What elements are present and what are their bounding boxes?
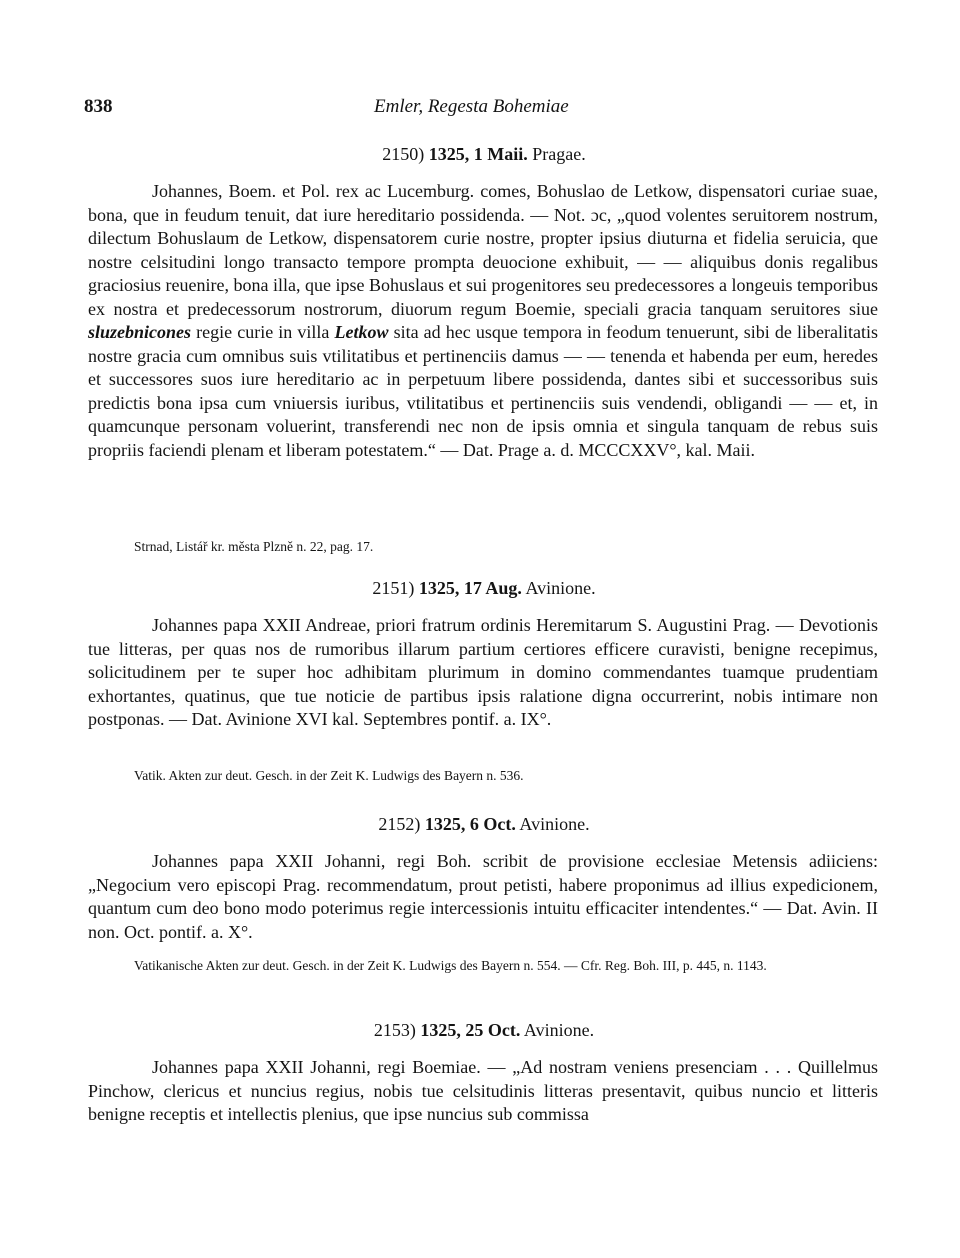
entry-number: 2153) <box>373 1020 416 1040</box>
entry-text-2153: Johannes papa XXII Johanni, regi Boemiae. — „Ad nostram veniens presenciam . . . Quillelmus Pinchow, clericus et nuncius regius, nobis tue celsitudinis litteras presentavit, quibus nuncio et litteris benigne receptis et intellectis plenius, que ipse nuncius sub commissa <box>88 1057 878 1124</box>
entry-place: Avinione. <box>519 814 590 834</box>
entry-text-2152: Johannes papa XXII Johanni, regi Boh. scribit de provisione ecclesiae Metensis adiiciens: „Negocium vero episcopi Prag. recommendatum, prout petisti, habere proponimus ad illius expedicionem, quantum cum deo bono modo poterimus regie intercessionis intuitu efficaciter intendentes.“ — Dat. Avin. II non. Oct. pontif. a. X°. <box>88 851 878 942</box>
entry-date: 1325, 25 Oct. <box>420 1020 521 1040</box>
entry-date: 1325, 17 Aug. <box>418 578 522 598</box>
entry-place: Pragae. <box>532 144 586 164</box>
running-title: Emler, Regesta Bohemiae <box>374 96 569 117</box>
place-name: sluzebnicones <box>88 322 192 342</box>
entry-heading-2153 <box>84 1020 884 1041</box>
page-number: 838 <box>84 96 113 117</box>
page-header <box>84 96 884 124</box>
entry-number: 2150) <box>382 144 425 164</box>
entry-place: Avinione. <box>523 1020 595 1040</box>
source-note-2150: Strnad, Listář kr. města Plzně n. 22, pag. 17. <box>134 539 374 554</box>
entry-number: 2152) <box>378 814 421 834</box>
entry-place: Avinione. <box>525 578 596 598</box>
source-note-2152: Vatikanische Akten zur deut. Gesch. in der Zeit K. Ludwigs des Bayern n. 554. — Cfr. Reg. Boh. III, p. 445, n. 1143. <box>134 958 767 973</box>
entry-text-2151: Johannes papa XXII Andreae, priori fratrum ordinis Heremitarum S. Augustini Prag. — Devotionis tue litteras, per quas nos de rumoribus illarum partium certiores efficere curavisti, benigne recepimus, solicitudinem per te super hoc adhibitam plurimum in domino commendantes tuamque prudentiam exhortantes, quatinus, que tue noticie de partibus ipsis ralatione digna occurrerint, nobis intimare non postponas. — Dat. Avinione XVI kal. Septembres pontif. a. IX°. <box>88 615 878 729</box>
entry-date: 1325, 6 Oct. <box>424 814 516 834</box>
entry-number: 2151) <box>372 578 415 598</box>
entry-heading-2151 <box>84 578 884 599</box>
entry-heading-2152 <box>84 814 884 835</box>
entry-heading-2150 <box>84 144 884 165</box>
place-name: Letkow <box>334 322 389 342</box>
entry-text-2150: Johannes, Boem. et Pol. rex ac Lucemburg. comes, Bohuslao de Letkow, dispensatori curiae suae, bona, que in feudum tenuit, dat iure hereditario possidenda. — Not. ɔc, „quod volentes seruitorem nostrum, dilectum Bohuslaum de Letkow, dispensatorem curie nostre, propter ipsius diuturna et fidelia seruicia, que nostre celsitudini longo transacto tempore prompta deuocione exhibuit, — — aliquibus donis regalibus graciosius reuenire, bona illa, que ipse Bohuslaus et sui progenitores seu predecessores a longeuis temporibus ex nostra et predecessorum nostrorum, diuorum regum Boemie, speciali gracia tanquam seruitores siue sluzebnicones regie curie in villa Letkow sita ad hec usque tempora in feodum tenuerunt, sibi de liberalitatis nostre gracia cum omnibus suis vtilitatibus et pertinenciis damus — — tenenda et habenda per eum, heredes et successores suos iure hereditario ac in perpetuum libere possidenda, dantes sibi et successoribus suis predictis bona ipsa cum vniuersis iuribus, vtilitatibus et pertinenciis suis vendendi, obligandi — — et, in quamcunque personam voluerint, transferendi nec non de ipsis omnia et singula tanquam de rebus suis propriis faciendi plenam et liberam potestatem.“ — Dat. Prage a. d. MCCCXXV°, kal. Maii. <box>88 181 878 460</box>
source-note-2151: Vatik. Akten zur deut. Gesch. in der Zeit K. Ludwigs des Bayern n. 536. <box>134 768 524 783</box>
entry-date: 1325, 1 Maii. <box>428 144 528 164</box>
